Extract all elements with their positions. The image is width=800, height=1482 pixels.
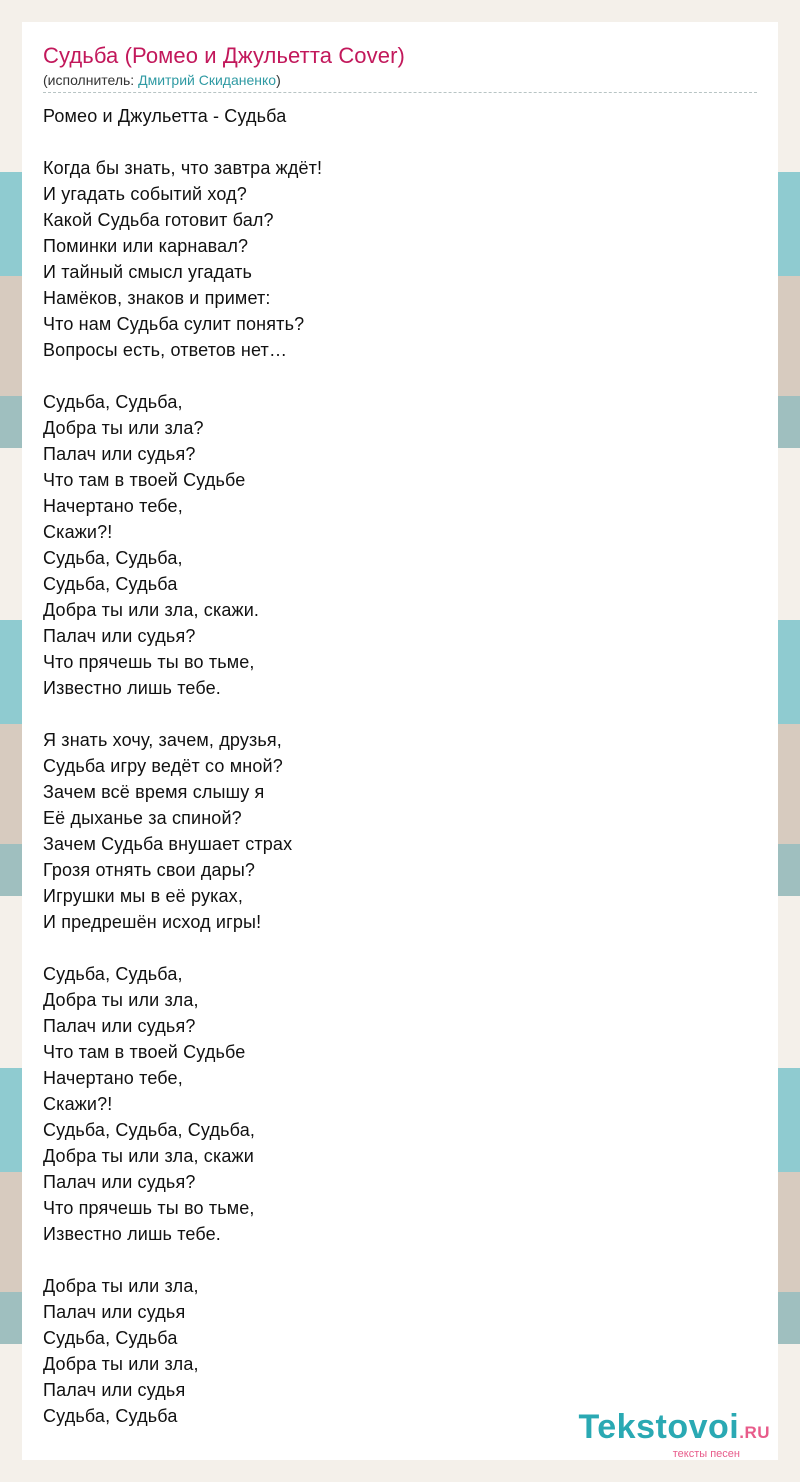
artist-link[interactable]: Дмитрий Скиданенко xyxy=(138,72,277,88)
logo-tagline: тексты песен xyxy=(672,1448,740,1460)
lyrics-text: Ромео и Джульетта - Судьба Когда бы знать, что завтра ждёт! И угадать событий ход? Какой Судьба готовит бал? Поминки или карнавал? И тайный смысл угадать Намёков, знаков и примет: Что нам Судьба сулит понять? Вопросы есть, ответов нет… Судьба, Судьба, Добра ты или зла? Палач или судья? Что там в твоей Судьбе Начертано тебе, Скажи?! Судьба, Судьба, Судьба, Судьба Добра ты или зла, скажи. Палач или судья? Что прячешь ты во тьме, Известно лишь тебе. Я знать хочу, зачем, друзья, Судьба игру ведёт со мной? Зачем всё время слышу я Её дыханье за спиной? Зачем Судьба внушает страх Грозя отнять свои дары? Игрушки мы в её руках, И предрешён исход игры! Судьба, Судьба, Добра ты или зла, Палач или судья? Что там в твоей Судьбе Начертано тебе, Скажи?! Судьба, Судьба, Судьба, Добра ты или зла, скажи Палач или судья? Что прячешь ты во тьме, Известно лишь тебе. Добра ты или зла, Палач или судья Судьба, Судьба Добра ты или зла, Палач или судья Судьба, Судьба xyxy=(43,106,323,1426)
song-title: Судьба (Ромео и Джульетта Cover) xyxy=(43,43,405,68)
logo-name: Tekstovoi xyxy=(578,1408,740,1446)
site-logo[interactable] xyxy=(579,1410,770,1460)
byline-suffix: ) xyxy=(276,72,281,88)
lyrics-card xyxy=(22,22,778,1460)
artist-byline xyxy=(43,70,757,93)
byline-prefix: (исполнитель: xyxy=(43,72,139,88)
logo-tld: .RU xyxy=(739,1423,770,1442)
